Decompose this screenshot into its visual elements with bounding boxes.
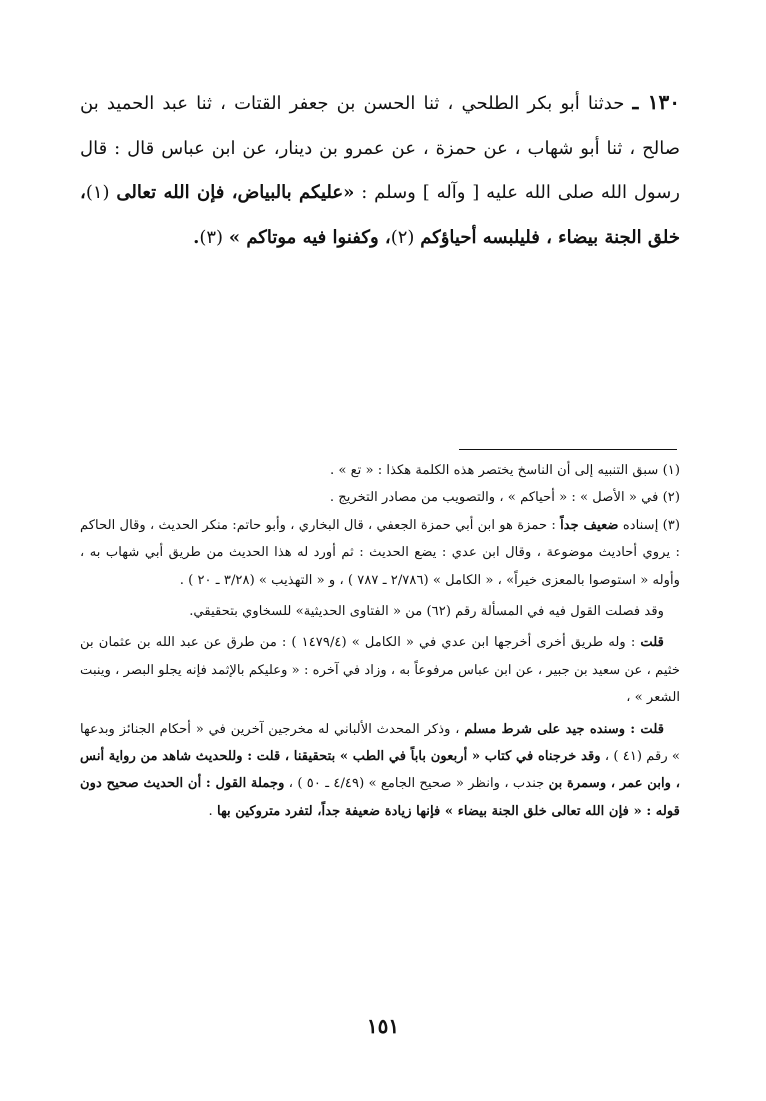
hadith-text bbox=[80, 80, 680, 260]
footnote-3-p4-text-1: ، وذكر المحدث الألباني له مخرجين آخرين في « أحكام الجنائز وبدعها » رقم (٤١ ) ، bbox=[80, 721, 680, 765]
footnote-3-p4-bold-3: وجملة القول : أن الحديث صحيح دون قوله : « فإن الله تعالى خلق الجنة بيضاء » فإنها زيادة ضعيفة جداً، لتفرد متروكين بها bbox=[80, 776, 680, 819]
footnote-3-p4-end: . bbox=[208, 803, 213, 819]
hadith-number: ١٣٠ ـ bbox=[632, 90, 680, 114]
footnote-1: (١) سبق التنبيه إلى أن الناسخ يختصر هذه الكلمة هكذا : « تع » . bbox=[329, 463, 680, 478]
page-number: ١٥١ bbox=[366, 1014, 400, 1038]
hadith-matn-part-2: ، خلق الجنة بيضاء ، فليلبسه أحياؤكم bbox=[80, 182, 680, 248]
footnote-3-p4-text-2: جندب ، وانظر « صحيح الجامع » (٤/٤٩ ـ ٥٠ ) ، bbox=[288, 776, 545, 792]
footnote-3-paragraph-3 bbox=[80, 629, 680, 711]
footnote-3-paragraph-4 bbox=[80, 716, 680, 826]
footnote-3-paragraph-2: وقد فصلت القول فيه في المسألة رقم (٦٢) من « الفتاوى الحديثية» للسخاوي بتحقيقي. bbox=[189, 604, 664, 620]
footnote-marker-2: (٢) bbox=[390, 226, 415, 248]
hadith-isnad: حدثنا أبو بكر الطلحي ، ثنا الحسن بن جعفر القتات ، ثنا عبد الحميد بن صالح ، ثنا أبو شهاب ، عن حمزة ، عن عمرو بن دينار، عن ابن عباس قال : قال رسول الله صلى الله عليه [ وآله ] وسلم : bbox=[80, 93, 680, 203]
footnote-3-prefix: (٣) إسناده bbox=[622, 517, 680, 533]
hadith-matn-part-3: ، وكفنوا فيه موتاكم » bbox=[228, 226, 391, 248]
qultu-label: قلت bbox=[640, 635, 664, 651]
footnote-marker-3: (٣) bbox=[199, 226, 224, 248]
hadith-matn-part-1: «عليكم بالبياض، فإن الله تعالى bbox=[116, 182, 355, 203]
footnote-2: (٢) في « الأصل » : « أحياكم » ، والتصويب من مصادر التخريج . bbox=[329, 490, 680, 506]
footnotes bbox=[80, 457, 680, 825]
hadith-end-mark: . bbox=[193, 226, 200, 248]
footnote-3-p4-bold-1: قلت : وسنده جيد على شرط مسلم bbox=[464, 721, 664, 737]
footnote-3-grade: ضعيف جداً bbox=[560, 517, 619, 533]
footnote-marker-1: (١) bbox=[85, 182, 110, 203]
footnote-separator bbox=[459, 449, 677, 450]
footnote-3 bbox=[80, 512, 680, 594]
hadith-paragraph bbox=[80, 80, 680, 260]
footnote-3-p4-bold-2: وقد خرجناه في كتاب « أربعون باباً في الطب » بتحقيقنا ، قلت : وللحديث شاهد من رواية أنس ، وابن عمر ، وسمرة بن bbox=[80, 749, 680, 792]
footnote-3-body: : حمزة هو ابن أبي حمزة الجعفي ، قال البخاري ، وأبو حاتم: منكر الحديث ، وقال الحاكم : يروي أحاديث موضوعة ، وقال ابن عدي : يضع الحديث : ثم أورد له هذا الحديث من طريق أبي شهاب به ، وأوله « استوصوا بالمعزى خيراً» ، « الكامل » (٢/٧٨٦ ـ ٧٨٧ ) ، و « التهذيب » (٣/٢٨ ـ ٢٠ ) . bbox=[80, 517, 680, 588]
footnote-3-paragraph-3-body: : وله طريق أخرى أخرجها ابن عدي في « الكامل » (١٤٧٩/٤ ) : من طرق عن عبد الله بن عثمان بن خثيم ، عن سعيد بن جبير ، عن ابن عباس مرفوعاً به ، وزاد في آخره : « وعليكم بالإثمد فإنه يجلو البصر ، وينبت الشعر » ، bbox=[80, 635, 680, 706]
